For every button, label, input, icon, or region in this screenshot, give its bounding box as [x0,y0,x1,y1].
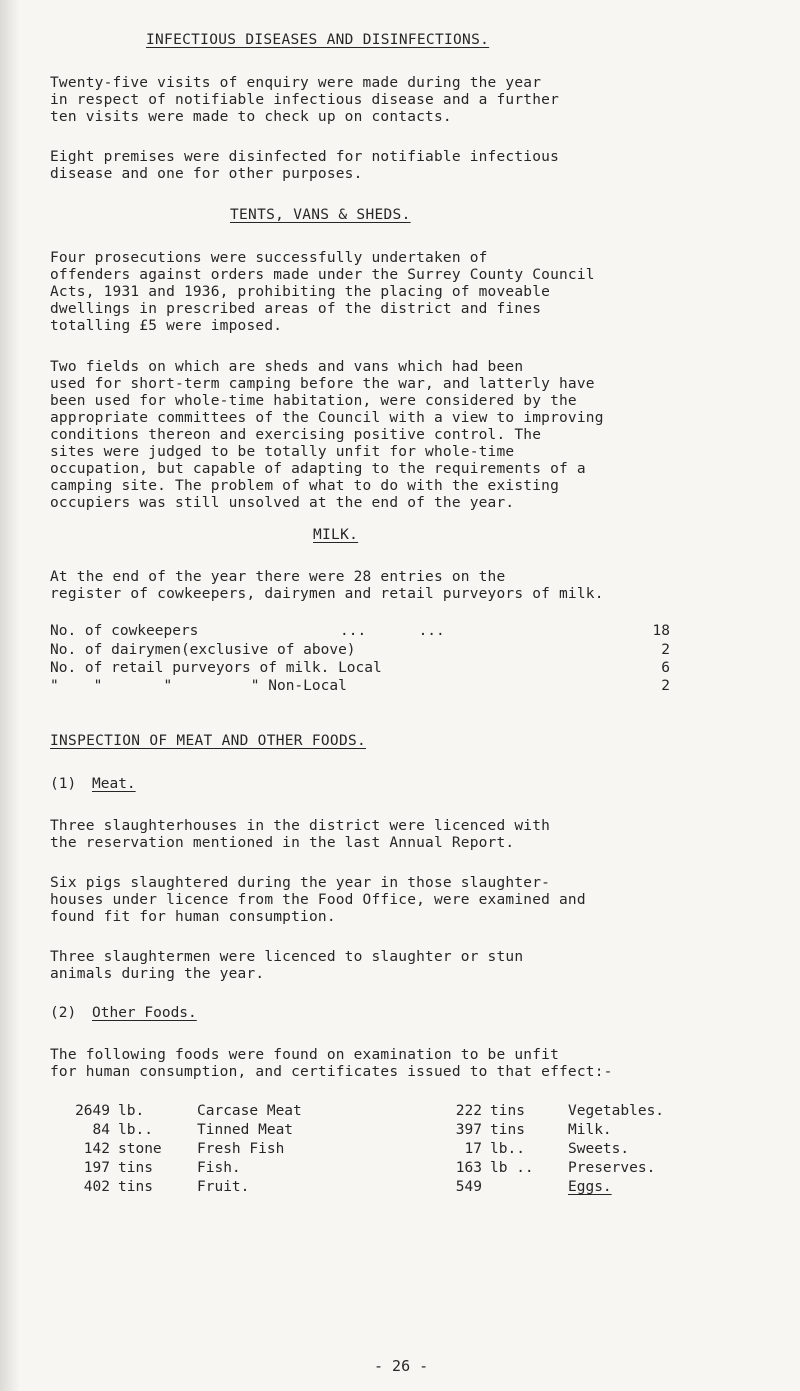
food-item-2: Milk. [568,1122,612,1138]
food-qty: 84 [92,1122,110,1138]
subheading-label: Other Foods. [92,1005,197,1021]
subheading-number: (2) [50,1005,77,1021]
food-item-2: Vegetables. [568,1103,665,1119]
milk-row-label: No. of dairymen(exclusive of above) [50,642,356,658]
food-qty-2: 549 [455,1179,482,1195]
paragraph-camping-fields: Two fields on which are sheds and vans which had been used for short-term camping before the war, and latterly have been used for whole-time habitation, were considered by the appropriate committees of the Council with a view to improving conditions thereon and exercising positive control. The sites were judged to be totally unfit for whole-time occupation, but capable of adapting to the requirements of a camping site. The problem of what to do with the existing occupiers was still unsolved at the end of the year. [50,359,604,511]
milk-row-dots: ... ... [340,623,445,639]
milk-row-label: No. of cowkeepers [50,623,199,639]
food-qty: 402 [83,1179,110,1195]
food-unit-2: tins [490,1103,525,1119]
section-heading-inspection: INSPECTION OF MEAT AND OTHER FOODS. [50,733,367,749]
page-number: - 26 - [374,1357,429,1375]
food-unit: tins [118,1160,153,1176]
food-qty-2: 163 [455,1160,482,1176]
food-item: Carcase Meat [197,1103,302,1119]
food-unit: lb.. [118,1122,153,1138]
paragraph-enquiry-visits: Twenty-five visits of enquiry were made during the year in respect of notifiable infectious disease and a further ten visits were made to check up on contacts. [50,75,559,125]
milk-row-value: 2 [661,678,670,694]
milk-row-label: " " " " Non-Local [50,678,347,694]
food-qty-2: 222 [455,1103,482,1119]
food-item-2: Preserves. [568,1160,656,1176]
paragraph-milk-register: At the end of the year there were 28 entries on the register of cowkeepers, dairymen and retail purveyors of milk. [50,569,604,602]
subheading-number: (1) [50,776,77,792]
food-unit: stone [118,1141,162,1157]
food-qty: 197 [83,1160,110,1176]
food-unit: tins [118,1179,153,1195]
paragraph-slaughtermen: Three slaughtermen were licenced to slaughter or stun animals during the year. [50,949,524,982]
food-item: Fruit. [197,1179,250,1195]
food-item: Fresh Fish [197,1141,285,1157]
food-unit-2: lb .. [490,1160,534,1176]
food-item: Tinned Meat [197,1122,294,1138]
milk-row-value: 6 [661,660,670,676]
paragraph-disinfections: Eight premises were disinfected for notifiable infectious disease and one for other purposes. [50,149,559,182]
paragraph-foods-unfit: The following foods were found on examination to be unfit for human consumption, and certificates issued to that effect:- [50,1047,613,1080]
food-item: Fish. [197,1160,241,1176]
paragraph-pigs-examined: Six pigs slaughtered during the year in those slaughter- houses under licence from the Food Office, were examined and found fit for human consumption. [50,875,586,925]
food-unit-2: lb.. [490,1141,525,1157]
section-heading-infectious-diseases: INFECTIOUS DISEASES AND DISINFECTIONS. [146,32,490,48]
subheading-label: Meat. [92,776,136,792]
section-heading-milk: MILK. [313,527,359,543]
milk-row-value: 18 [652,623,670,639]
food-qty: 142 [83,1141,110,1157]
food-item-2: Eggs. [568,1179,612,1195]
food-unit: lb. [118,1103,145,1119]
section-heading-tents-vans-sheds: TENTS, VANS & SHEDS. [230,207,411,223]
food-qty-2: 397 [455,1122,482,1138]
milk-row-label: No. of retail purveyors of milk. Local [50,660,382,676]
food-unit-2: tins [490,1122,525,1138]
paragraph-prosecutions: Four prosecutions were successfully undertaken of offenders against orders made under the Surrey County Council Acts, 1931 and 1936, prohibiting the placing of moveable dwellings in prescribed areas of the district and fines totalling £5 were imposed. [50,250,595,334]
food-qty: 2649 [75,1103,110,1119]
food-item-2: Sweets. [568,1141,630,1157]
food-qty-2: 17 [464,1141,482,1157]
paragraph-slaughterhouses: Three slaughterhouses in the district were licenced with the reservation mentioned in the last Annual Report. [50,818,551,851]
milk-row-value: 2 [661,642,670,658]
